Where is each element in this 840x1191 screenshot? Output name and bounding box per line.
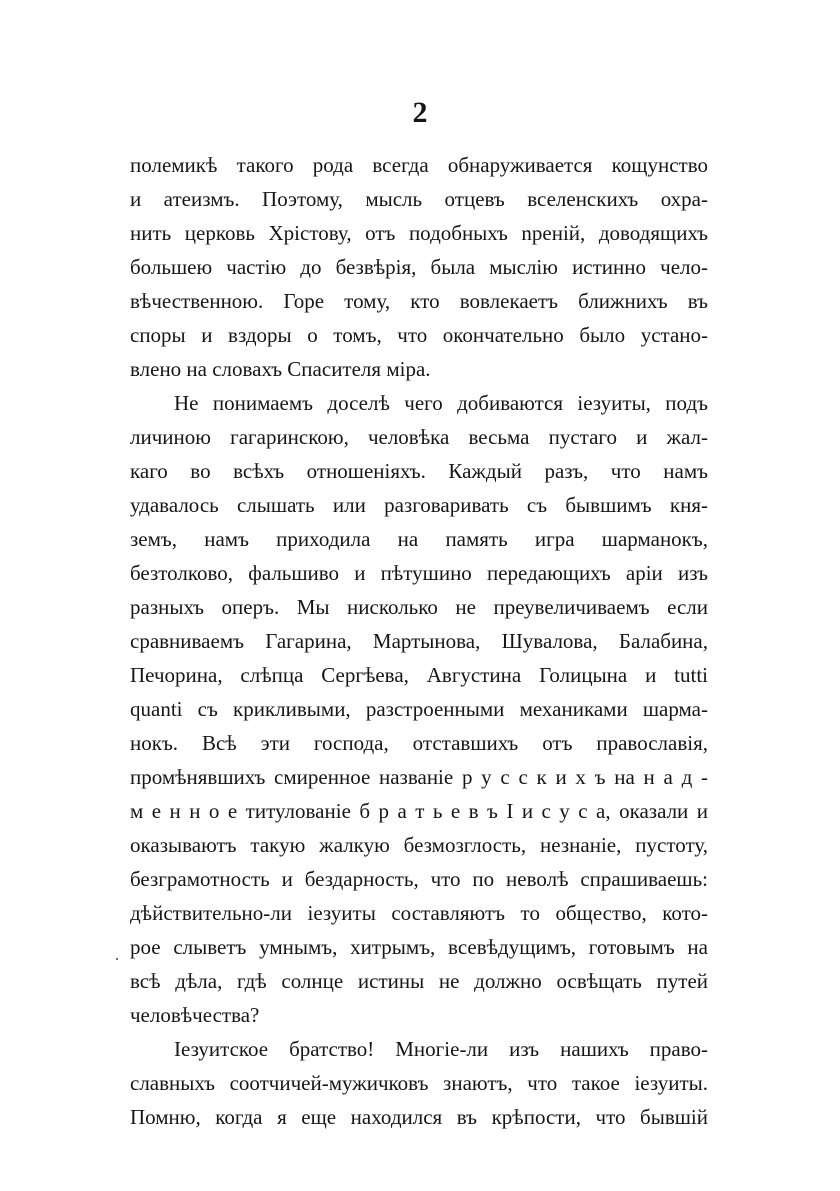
text-line: и атеизмъ. Поэтому, мысль отцевъ вселенскихъ охра-: [130, 187, 708, 211]
text-line: каго во всѣхъ отношенiяхъ. Каждый разъ, что намъ: [130, 459, 708, 483]
page-number: 2: [412, 96, 428, 129]
text-line: вѣчественною. Горе тому, кто вовлекаетъ ближнихъ въ: [130, 289, 708, 313]
paragraph-3: [130, 1032, 708, 1134]
text-line: удавалось слышать или разговаривать съ бывшимъ кня-: [130, 493, 708, 517]
text-line: всѣ дѣла, гдѣ солнце истины не должно освѣщать путей: [130, 969, 708, 993]
text-line: полемикѣ такого рода всегда обнаруживается кощунство: [130, 153, 708, 177]
text-line: нить церковь Хрiстову, отъ подобныхъ npeнiй, доводящихъ: [130, 221, 708, 245]
text-line: промѣнявшихъ смиренное названiе р у с с к и х ъ на н а д -: [130, 765, 708, 789]
body-text: [130, 148, 708, 1134]
text-line: Печорина, слѣпца Сергѣева, Августина Голицына и tutti: [130, 663, 708, 687]
text-line: безтолково, фальшиво и пѣтушино передающихъ арiи изъ: [130, 561, 708, 585]
text-line: личиною гагаринскою, человѣка весьма пустаго и жал-: [130, 425, 708, 449]
text-line: человѣчества?: [130, 1003, 260, 1027]
text-line: большею частiю до безвѣрiя, была мыслiю истинно чело-: [130, 255, 708, 279]
text-line: славныхъ соотчичей-мужичковъ знаютъ, что такое iезуиты.: [130, 1071, 708, 1095]
text-line: нокъ. Всѣ эти господа, отставшихъ отъ православiя,: [130, 731, 708, 755]
text-line: споры и вздоры о томъ, что окончательно было устано-: [130, 323, 708, 347]
text-line: земъ, намъ приходила на память игра шарманокъ,: [130, 527, 708, 551]
text-line: дѣйствительно-ли iезуиты составляютъ то общество, кото-: [130, 901, 708, 925]
text-line: Не понимаемъ доселѣ чего добиваются iезуиты, подъ: [174, 391, 708, 415]
text-line: влено на словахъ Спасителя мiра.: [130, 357, 431, 381]
text-line: рое слыветъ умнымъ, хитрымъ, всевѣдущимъ, готовымъ на: [130, 935, 708, 959]
text-line: безграмотность и бездарность, что по неволѣ спрашиваешь:: [130, 867, 708, 891]
text-line: оказываютъ такую жалкую безмозглость, незнанiе, пустоту,: [130, 833, 708, 857]
text-line: сравниваемъ Гагарина, Мартынова, Шувалова, Балабина,: [130, 629, 708, 653]
text-line: м е н н о е титулованiе б р а т ь е в ъ I и с у с а, оказали и: [130, 799, 708, 823]
paragraph-1: [130, 148, 708, 386]
text-line: quanti съ крикливыми, разстроенными механиками шарма-: [130, 697, 708, 721]
text-line: Помню, когда я еще находился въ крѣпости, что бывшiй: [130, 1105, 708, 1129]
paragraph-2: [130, 386, 708, 1032]
text-line: разныхъ оперъ. Мы нисколько не преувеличиваемъ если: [130, 595, 708, 619]
text-line: Iезуитское братство! Многiе-ли изъ нашихъ право-: [174, 1037, 708, 1061]
margin-speck: [116, 958, 118, 960]
